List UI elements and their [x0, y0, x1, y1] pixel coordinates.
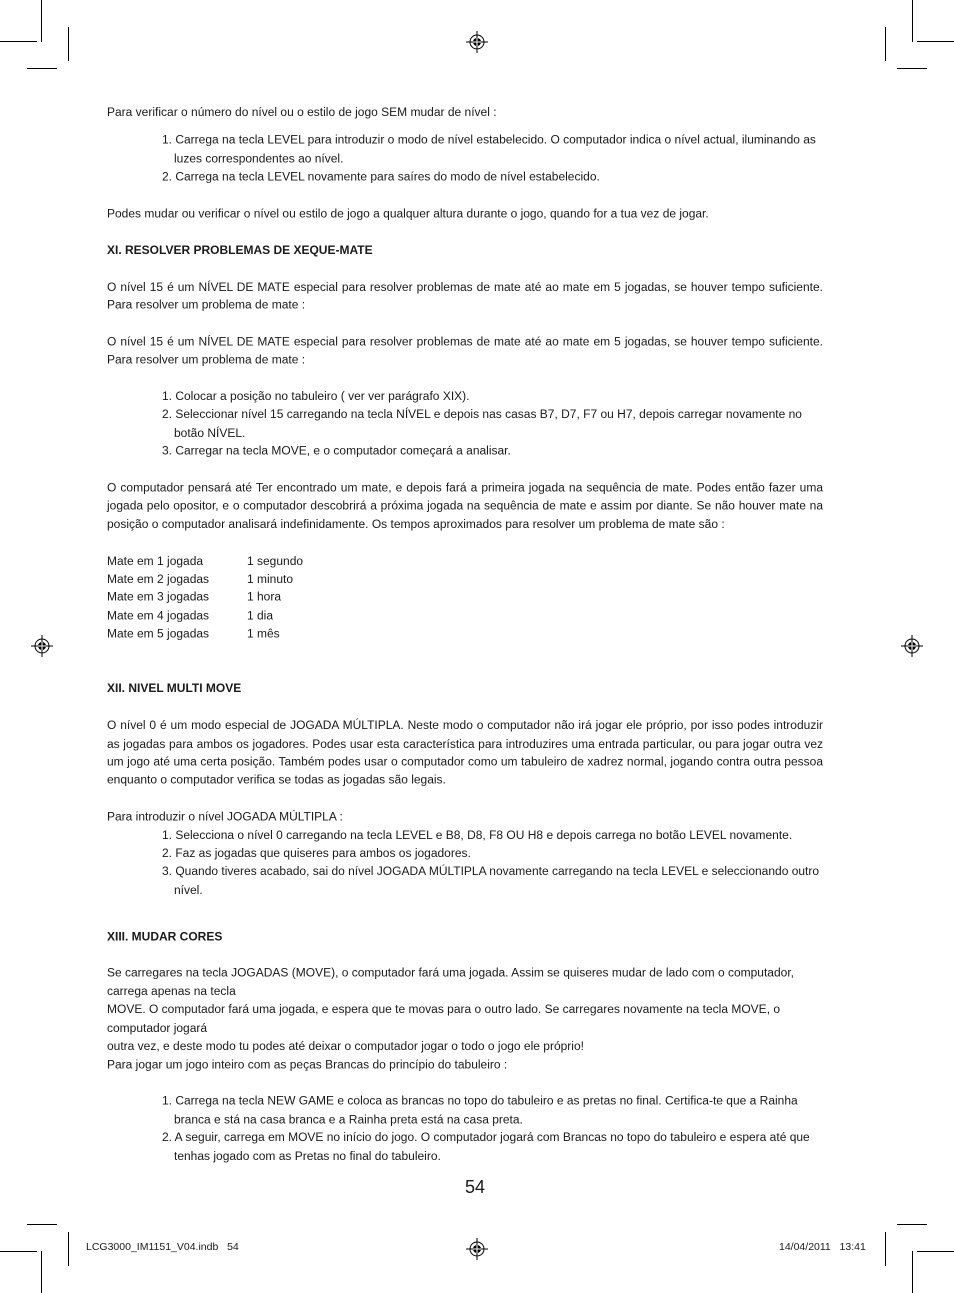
level-note: Podes mudar ou verificar o nível ou estilo de jogo a qualquer altura durante o jogo, quando for a tua vez de jogar. — [107, 206, 709, 221]
list-item: 1. Colocar a posição no tabuleiro ( ver ver parágrafo XIX). — [162, 389, 470, 404]
list-item: 2. Carrega na tecla LEVEL novamente para saíres do modo de nível estabelecido. — [162, 169, 600, 184]
table-row — [107, 607, 823, 625]
page-number: 54 — [465, 1177, 486, 1197]
mate-label: Mate em 5 jogadas — [107, 626, 210, 641]
registration-mark-icon — [466, 1238, 488, 1260]
list-item: 3. Quando tiveres acabado, sai do nível JOGADA MÚLTIPLA novamente carregando na tecla LEVEL e seleccionando outro nível. — [162, 864, 820, 897]
paragraph-line: Para jogar um jogo inteiro com as peças Brancas do princípio do tabuleiro : — [107, 1057, 508, 1072]
table-row — [107, 570, 823, 588]
crop-mark — [917, 1251, 954, 1252]
crop-mark — [27, 1224, 57, 1225]
list-item: 2. Seleccionar nível 15 carregando na tecla NÍVEL e depois nas casas B7, D7, F7 ou H7, depois carregar novamente no botão NÍVEL. — [162, 407, 802, 440]
crop-mark — [885, 1232, 886, 1266]
crop-mark — [897, 68, 927, 69]
mate-time: 1 minuto — [247, 571, 294, 586]
crop-mark — [917, 41, 954, 42]
file-slug: LCG3000_IM1151_V04.indb 54 — [86, 1241, 239, 1253]
page-content — [107, 103, 823, 1165]
mate-time: 1 segundo — [247, 553, 304, 568]
crop-mark — [897, 1224, 927, 1225]
section-xi-paragraph: O nível 15 é um NÍVEL DE MATE especial para resolver problemas de mate até ao mate em 5 jogadas, se houver tempo suficiente. Para resolver um problema de mate : — [107, 279, 823, 312]
mate-label: Mate em 4 jogadas — [107, 608, 210, 623]
section-xi-title: XI. RESOLVER PROBLEMAS DE XEQUE-MATE — [107, 242, 373, 257]
list-item: 1. Selecciona o nível 0 carregando na tecla LEVEL e B8, D8, F8 OU H8 e depois carrega no botão LEVEL novamente. — [162, 827, 793, 842]
section-xii-lead: Para introduzir o nível JOGADA MÚLTIPLA : — [107, 809, 343, 824]
list-item: 3. Carregar na tecla MOVE, e o computador começará a analisar. — [162, 444, 511, 458]
mate-label: Mate em 1 jogada — [107, 553, 204, 568]
paragraph-line: MOVE. O computador fará uma jogada, e espera que te movas para o outro lado. Se carregares novamente na tecla MOVE, o computador jogará — [107, 1002, 781, 1035]
crop-mark — [885, 27, 886, 61]
section-xii-steps — [107, 826, 823, 899]
list-item: 1. Carrega na tecla LEVEL para introduzir o modo de nível estabelecido. O computador indica o nível actual, iluminando as luzes correspondentes ao nível. — [162, 133, 816, 166]
section-xii-title: XII. NIVEL MULTI MOVE — [107, 681, 242, 696]
section-xii-paragraph: O nível 0 é um modo especial de JOGADA MÚLTIPLA. Neste modo o computador não irá jogar ele próprio, por isso podes introduzir as jogadas para ambos os jogadores. Podes usar esta característica para introduzires uma entrada particular, ou para jogar outra vez um jogo até uma certa posição. Também podes usar o computador como um tabuleiro de xadrez normal, jogando contra outra pessoa enquanto o computador verifica se todas as jogadas são legais. — [107, 718, 823, 787]
date-slug: 14/04/2011 13:41 — [779, 1241, 866, 1253]
section-xiii-paragraph — [107, 964, 823, 1074]
section-xiii-steps — [107, 1092, 823, 1165]
table-row — [107, 588, 823, 606]
crop-mark — [912, 0, 913, 42]
crop-mark — [68, 1232, 69, 1266]
mate-time: 1 hora — [247, 590, 282, 605]
crop-mark — [41, 1251, 42, 1293]
table-row — [107, 625, 823, 643]
table-row — [107, 552, 823, 570]
paragraph-line: Se carregares na tecla JOGADAS (MOVE), o computador fará uma jogada. Assim se quiseres mudar de lado com o computador, carrega apenas na tecla — [107, 965, 794, 999]
crop-mark — [0, 1251, 37, 1252]
list-item: 2. Faz as jogadas que quiseres para ambos os jogadores. — [162, 846, 471, 861]
check-level-heading: Para verificar o número do nível ou o estilo de jogo SEM mudar de nível : — [107, 104, 497, 119]
crop-mark — [0, 41, 37, 42]
crop-mark — [68, 27, 69, 61]
crop-mark — [27, 68, 57, 69]
mate-label: Mate em 3 jogadas — [107, 590, 210, 605]
mate-time-table — [107, 552, 823, 643]
mate-time: 1 dia — [247, 608, 274, 623]
crop-mark — [912, 1251, 913, 1293]
check-level-steps — [107, 131, 823, 186]
section-xi-paragraph: O nível 15 é um NÍVEL DE MATE especial para resolver problemas de mate até ao mate em 5 jogadas, se houver tempo suficiente. Para resolver um problema de mate : — [107, 334, 823, 367]
paragraph-line: outra vez, e deste modo tu podes até deixar o computador jogar o todo o jogo ele próprio! — [107, 1038, 584, 1053]
registration-mark-icon — [466, 31, 488, 53]
section-xi-steps — [107, 387, 823, 460]
registration-mark-icon — [31, 635, 53, 657]
section-xi-explanation: O computador pensará até Ter encontrado um mate, e depois fará a primeira jogada na sequência de mate. Podes então fazer uma jogada pelo opositor, e o computador descobrirá a próxima jogada na sequência de mate e assim por diante. Se não houver mate na posição o computador analisará indefinidamente. Os tempos aproximados para resolver um problema de mate são : — [107, 480, 823, 532]
crop-mark — [41, 0, 42, 42]
list-item: 1. Carrega na tecla NEW GAME e coloca as brancas no topo do tabuleiro e as pretas no final. Certifica-te que a Rainha branca e stá na casa branca e a Rainha preta está na casa preta. — [162, 1093, 798, 1127]
list-item: 2. A seguir, carrega em MOVE no início do jogo. O computador jogará com Brancas no topo do tabuleiro e espera até que tenhas jogado com as Pretas no final do tabuleiro. — [162, 1130, 810, 1163]
registration-mark-icon — [901, 635, 923, 657]
mate-time: 1 mês — [247, 626, 280, 641]
section-xiii-title: XIII. MUDAR CORES — [107, 929, 223, 944]
mate-label: Mate em 2 jogadas — [107, 571, 210, 586]
